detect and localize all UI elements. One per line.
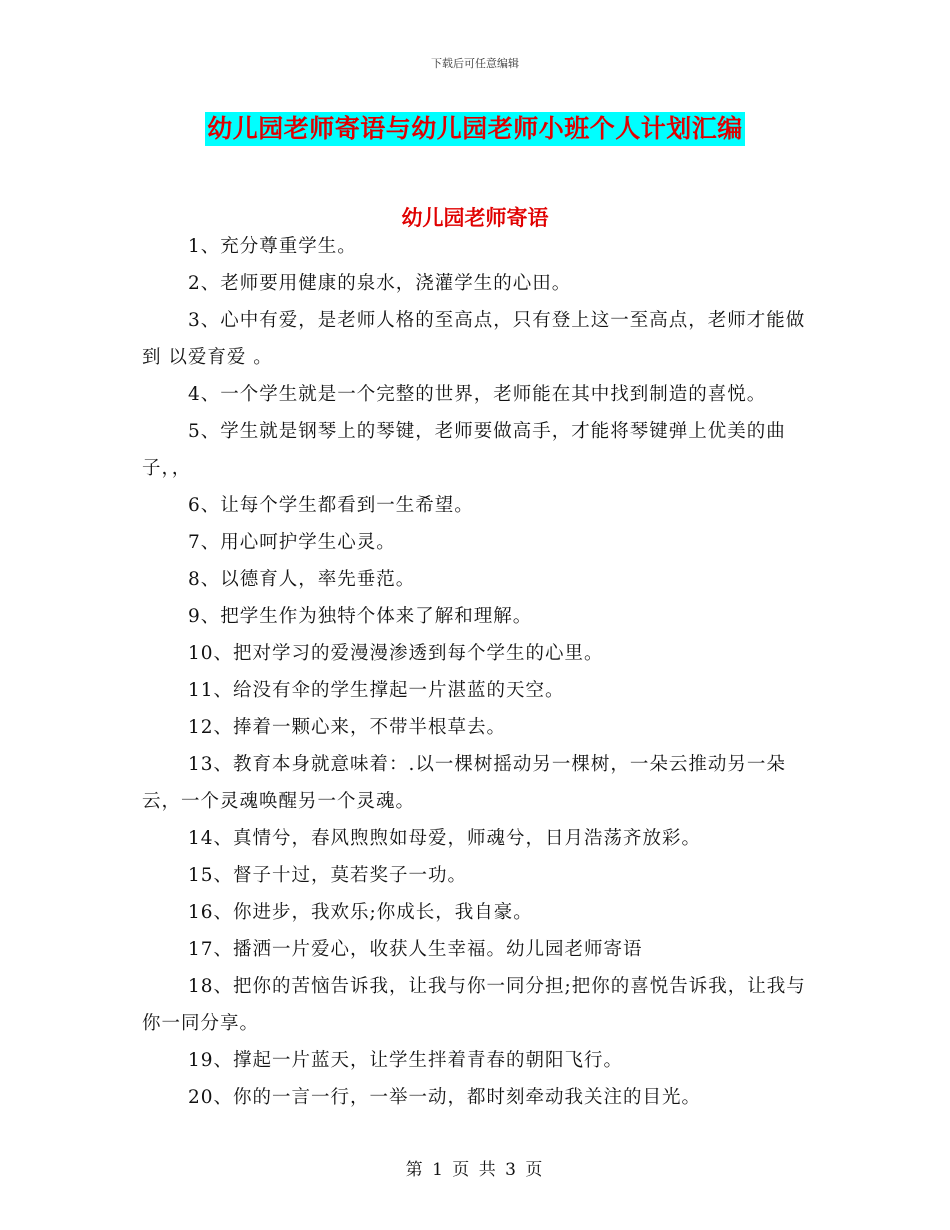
paragraph-19: 19、撑起一片蓝天，让学生拌着青春的朝阳飞行。 [188, 1050, 624, 1071]
paragraph-5: 5、学生就是钢琴上的琴键，老师要做高手，才能将琴键弹上优美的曲子，， [142, 421, 786, 479]
paragraph-1: 1、充分尊重学生。 [188, 236, 357, 257]
document-body [142, 228, 814, 1116]
paragraph-3: 3、心中有爱，是老师人格的至高点，只有登上这一至高点，老师才能做到 以爱育爱 。 [142, 310, 806, 368]
section-title: 幼儿园老师寄语 [401, 206, 549, 230]
paragraph-18: 18、把你的苦恼告诉我，让我与你一同分担;把你的喜悦告诉我，让我与你一同分享。 [142, 976, 806, 1034]
document-title: 幼儿园老师寄语与幼儿园老师小班个人计划汇编 [205, 112, 745, 146]
paragraph-17: 17、播洒一片爱心，收获人生幸福。幼儿园老师寄语 [188, 939, 643, 960]
paragraph-12: 12、捧着一颗心来，不带半根草去。 [188, 717, 507, 738]
paragraph-11: 11、给没有伞的学生撑起一片湛蓝的天空。 [188, 680, 565, 701]
paragraph-14: 14、真情兮，春风煦煦如母爱，师魂兮，日月浩荡齐放彩。 [188, 828, 702, 849]
paragraph-13: 13、教育本身就意味着：.以一棵树摇动另一棵树，一朵云推动另一朵云，一个灵魂唤醒另一个灵魂。 [142, 754, 786, 812]
paragraph-2: 2、老师要用健康的泉水，浇灌学生的心田。 [188, 273, 572, 294]
paragraph-20: 20、你的一言一行，一举一动，都时刻牵动我关注的目光。 [188, 1087, 702, 1108]
paragraph-8: 8、以德育人，率先垂范。 [188, 569, 416, 590]
paragraph-6: 6、让每个学生都看到一生希望。 [188, 495, 474, 516]
paragraph-9: 9、把学生作为独特个体来了解和理解。 [188, 606, 533, 627]
document-title-container [0, 112, 950, 146]
page-number-footer: 第 1 页 共 3 页 [405, 1160, 545, 1180]
header-note: 下载后可任意编辑 [431, 57, 519, 70]
paragraph-15: 15、督子十过，莫若奖子一功。 [188, 865, 468, 886]
paragraph-4: 4、一个学生就是一个完整的世界，老师能在其中找到制造的喜悦。 [188, 384, 767, 405]
paragraph-7: 7、用心呵护学生心灵。 [188, 532, 396, 553]
paragraph-16: 16、你进步，我欢乐;你成长，我自豪。 [188, 902, 533, 923]
paragraph-10: 10、把对学习的爱漫漫渗透到每个学生的心里。 [188, 643, 604, 664]
